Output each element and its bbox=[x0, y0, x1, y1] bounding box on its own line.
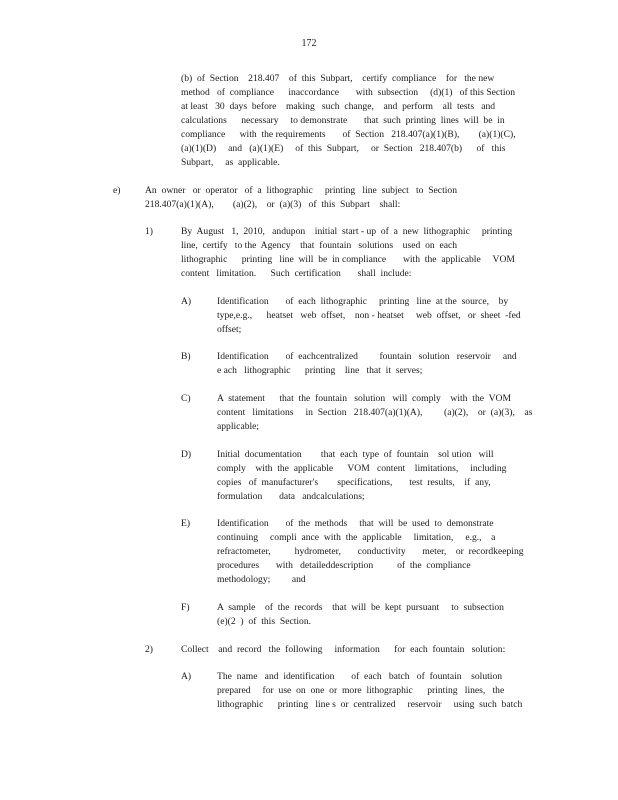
text-line: applicable; bbox=[217, 421, 260, 432]
text-line: methodology; and bbox=[217, 574, 306, 585]
sub-item-d-text bbox=[217, 448, 506, 504]
text-line: at least 30 days before making such change, and perform all tests and bbox=[181, 101, 496, 112]
text-line: (e)(2 ) of this Section. bbox=[217, 616, 312, 627]
text-line: comply with the applicable VOM content limitations, including bbox=[217, 463, 507, 474]
text-line: lithographic printing line s or centralized reservoir using such batch bbox=[217, 699, 523, 710]
text-line: Initial documentation that each type of fountain sol ution will bbox=[217, 449, 494, 460]
text-line: copies of manufacturer's specifications, test results, if any, bbox=[217, 477, 491, 488]
text-line: compliance with the requirements of Section 218.407(a)(1)(B), (a)(1)(C), bbox=[181, 129, 516, 140]
text-line: Collect and record the following information for each fountain solution: bbox=[181, 644, 506, 655]
text-line: Identification of each lithographic printing line at the source, by bbox=[217, 296, 509, 307]
sub-item-f-text bbox=[217, 601, 504, 629]
text-line: formulation data andcalculations; bbox=[217, 491, 365, 502]
text-line: lithographic printing line will be in compliance with the applicable VOM bbox=[181, 254, 515, 265]
sub-item-b-text bbox=[217, 350, 517, 378]
sub-item-2a-label: A) bbox=[181, 671, 192, 682]
text-line: A statement that the fountain solution will comply with the VOM bbox=[217, 393, 512, 404]
text-line: prepared for use on one or more lithographic printing lines, the bbox=[217, 685, 505, 696]
sub-item-c-text bbox=[217, 392, 532, 434]
text-line: The name and identification of each batch of fountain solution bbox=[217, 671, 503, 682]
text-line: procedures with detaileddescription of the compliance bbox=[217, 560, 471, 571]
text-line: Subpart, as applicable. bbox=[181, 157, 280, 168]
item-1-label: 1) bbox=[145, 226, 153, 237]
text-line: (a)(1)(D) and (a)(1)(E) of this Subpart, or Section 218.407(b) of this bbox=[181, 143, 506, 154]
item-1-text bbox=[181, 225, 515, 281]
sub-item-2a-text bbox=[217, 670, 522, 712]
item-e-text bbox=[145, 184, 457, 212]
text-line: type,e.g., heatset web offset, non - heatset web offset, or sheet -fed bbox=[217, 310, 521, 321]
sub-item-d-label: D) bbox=[181, 449, 192, 460]
sub-item-e-text bbox=[217, 517, 524, 587]
text-line: 218.407(a)(1)(A), (a)(2), or (a)(3) of this Subpart shall: bbox=[145, 199, 401, 210]
continuation-paragraph bbox=[181, 72, 516, 170]
text-line: calculations necessary to demonstrate that such printing lines will be in bbox=[181, 115, 505, 126]
text-line: A sample of the records that will be kept pursuant to subsection bbox=[217, 602, 504, 613]
text-line: offset; bbox=[217, 324, 242, 335]
page-number: 172 bbox=[301, 38, 317, 49]
item-2-label: 2) bbox=[145, 644, 153, 655]
text-line: refractometer, hydrometer, conductivity meter, or recordkeeping bbox=[217, 546, 524, 557]
text-line: By August 1, 2010, andupon initial start - up of a new lithographic printing bbox=[181, 226, 513, 237]
text-line: continuing compli ance with the applicable limitation, e.g., a bbox=[217, 532, 496, 543]
text-line: content limitations in Section 218.407(a)(1)(A), (a)(2), or (a)(3), as bbox=[217, 407, 533, 418]
item-2-text bbox=[181, 643, 505, 657]
text-line: content limitation. Such certification shall include: bbox=[181, 268, 412, 279]
text-line: (b) of Section 218.407 of this Subpart, certify compliance for the new bbox=[181, 73, 495, 84]
text-line: e ach lithographic printing line that it serves; bbox=[217, 365, 423, 376]
sub-item-b-label: B) bbox=[181, 351, 191, 362]
item-e-label: e) bbox=[113, 185, 121, 196]
sub-item-f-label: F) bbox=[181, 602, 190, 613]
text-line: method of compliance inaccordance with subsection (d)(1) of this Section bbox=[181, 87, 516, 98]
text-line: line, certify to the Agency that fountain solutions used on each bbox=[181, 240, 458, 251]
sub-item-a-label: A) bbox=[181, 296, 192, 307]
sub-item-c-label: C) bbox=[181, 393, 191, 404]
text-line: Identification of the methods that will be used to demonstrate bbox=[217, 518, 494, 529]
text-line: Identification of eachcentralized fountain solution reservoir and bbox=[217, 351, 517, 362]
text-line: An owner or operator of a lithographic printing line subject to Section bbox=[145, 185, 457, 196]
sub-item-e-label: E) bbox=[181, 518, 191, 529]
sub-item-a-text bbox=[217, 295, 521, 337]
